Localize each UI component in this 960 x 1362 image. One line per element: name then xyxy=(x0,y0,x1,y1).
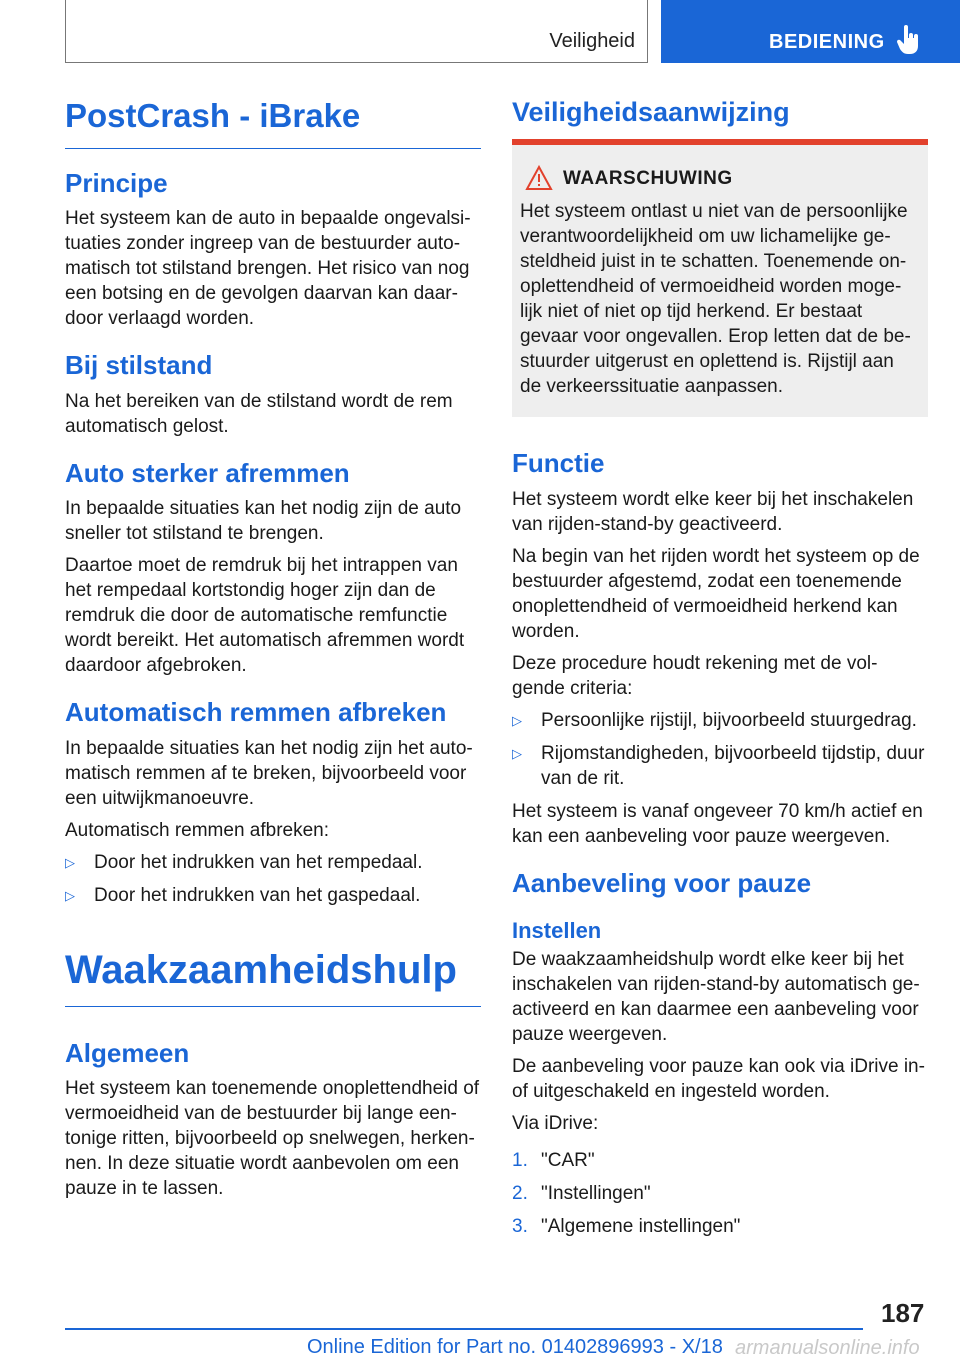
left-column xyxy=(65,96,481,1201)
algemeen-text: Het systeem kan toenemende onoplettendheid of vermoeidheid van de bestuurder bij lange een-tonige ritten, bijvoorbeeld op snelwegen, herken-nen. In deze situatie wordt aanbevolen om een pauze in te lassen. xyxy=(65,1078,480,1200)
pauze-text-1: De waakzaamheidshulp wordt elke keer bij het inschakelen van rijden-stand-by automatisch ge-activeerd en kan daarmee een aanbeveling voor pauze weergeven. xyxy=(512,948,920,1045)
triangle-bullet-icon: ▷ xyxy=(512,745,522,761)
afbreken-list xyxy=(65,850,481,908)
functie-text-3: Deze procedure houdt rekening met de vol-gende criteria: xyxy=(512,652,878,699)
list-item: ▷ Door het indrukken van het gaspedaal. xyxy=(65,884,421,906)
list-item: ▷ Rijomstandigheden, bijvoorbeeld tijdstip, duur van de rit. xyxy=(512,742,925,789)
warning-label: WAARSCHUWING xyxy=(563,167,920,191)
footer-edition: Online Edition for Part no. 01402896993 - X/18 xyxy=(307,1336,723,1358)
list-item: 2. "Instellingen" xyxy=(512,1182,651,1204)
algemeen-heading: Algemeen xyxy=(65,1037,190,1068)
footer-divider xyxy=(65,1328,863,1330)
functie-text-2: Na begin van het rijden wordt het systeem op de bestuurder afgestemd, zodat een toenemende onoplettendheid of vermoeidheid herkend kan worden. xyxy=(512,545,920,642)
right-column xyxy=(512,96,928,1247)
afbreken-text-1: In bepaalde situaties kan het nodig zijn het auto-matisch remmen af te breken, bijvoorbeeld voor een uitwijkmanoeuvre. xyxy=(65,737,473,809)
footer-watermark: armanualsonline.info xyxy=(735,1337,920,1359)
afremmen-heading: Auto sterker afremmen xyxy=(65,457,350,488)
header-section-title: Veiligheid xyxy=(549,30,635,52)
stilstand-text: Na het bereiken van de stilstand wordt de rem automatisch gelost. xyxy=(65,390,453,437)
afremmen-text-1: In bepaalde situaties kan het nodig zijn de auto sneller tot stilstand te brengen. xyxy=(65,498,462,545)
triangle-bullet-icon: ▷ xyxy=(65,854,75,870)
pointing-hand-icon xyxy=(895,25,921,55)
list-item: ▷ Persoonlijke rijstijl, bijvoorbeeld stuurgedrag. xyxy=(512,709,917,731)
principe-text: Het systeem kan de auto in bepaalde ongevalsi-tuaties zonder ingreep van de bestuurder auto-matisch tot stilstand brengen. Het risico van nog een botsing en de gevolgen daarvan kan daar-door verlaagd worden. xyxy=(65,208,471,330)
page-number: 187 xyxy=(881,1298,925,1328)
afremmen-text-2: Daartoe moet de remdruk bij het intrappen van het rempedaal kortstondig hoger zijn dan de remdruk die door de automatische remfunctie wordt bereikt. Het automatisch afremmen wordt daardoor afgebroken. xyxy=(65,555,465,677)
header-chapter-label: BEDIENING xyxy=(769,31,885,53)
afbreken-heading: Automatisch remmen afbreken xyxy=(65,697,447,728)
instellen-heading: Instellen xyxy=(512,918,602,944)
principe-heading: Principe xyxy=(65,167,168,198)
list-item: 1. "CAR" xyxy=(512,1149,595,1171)
afbreken-text-2: Automatisch remmen afbreken: xyxy=(65,819,330,841)
idrive-steps xyxy=(512,1148,928,1239)
list-item: 3. "Algemene instellingen" xyxy=(512,1215,741,1237)
postcrash-title: PostCrash - iBrake xyxy=(65,96,481,149)
functie-text-1: Het systeem wordt elke keer bij het inschakelen van rijden-stand-by geactiveerd. xyxy=(512,488,914,535)
pauze-heading: Aanbeveling voor pauze xyxy=(512,867,812,898)
warning-box xyxy=(512,139,928,417)
list-item: ▷ Door het indrukken van het rempedaal. xyxy=(65,851,423,873)
header-chapter-tab xyxy=(661,0,960,63)
warning-text: Het systeem ontlast u niet van de persoonlijke verantwoordelijkheid om uw lichamelijke ge-steldheid juist in te schatten. Toenemende on-oplettendheid of vermoeidheid worden moge-lijk niet of niet op tijd herkend. Er bestaat gevaar voor ongevallen. Erop letten dat de be-stuurder uitgerust en oplettend is. Rijstijl aan de verkeerssituatie aanpassen. xyxy=(520,201,911,398)
triangle-bullet-icon: ▷ xyxy=(512,712,522,728)
stilstand-heading: Bij stilstand xyxy=(65,350,213,381)
veiligheidsaanwijzing-title: Veiligheidsaanwijzing xyxy=(512,97,790,127)
criteria-list xyxy=(512,708,928,791)
waakzaamheidshulp-title: Waakzaamheidshulp xyxy=(65,946,481,1007)
pauze-text-3: Via iDrive: xyxy=(512,1112,599,1134)
triangle-bullet-icon: ▷ xyxy=(65,887,75,903)
functie-text-4: Het systeem is vanaf ongeveer 70 km/h actief en kan een aanbeveling voor pauze weergeven. xyxy=(512,800,923,847)
pauze-text-2: De aanbeveling voor pauze kan ook via iDrive in-of uitgeschakeld en ingesteld worden. xyxy=(512,1055,925,1102)
warning-triangle-icon xyxy=(525,165,553,191)
functie-heading: Functie xyxy=(512,448,605,479)
